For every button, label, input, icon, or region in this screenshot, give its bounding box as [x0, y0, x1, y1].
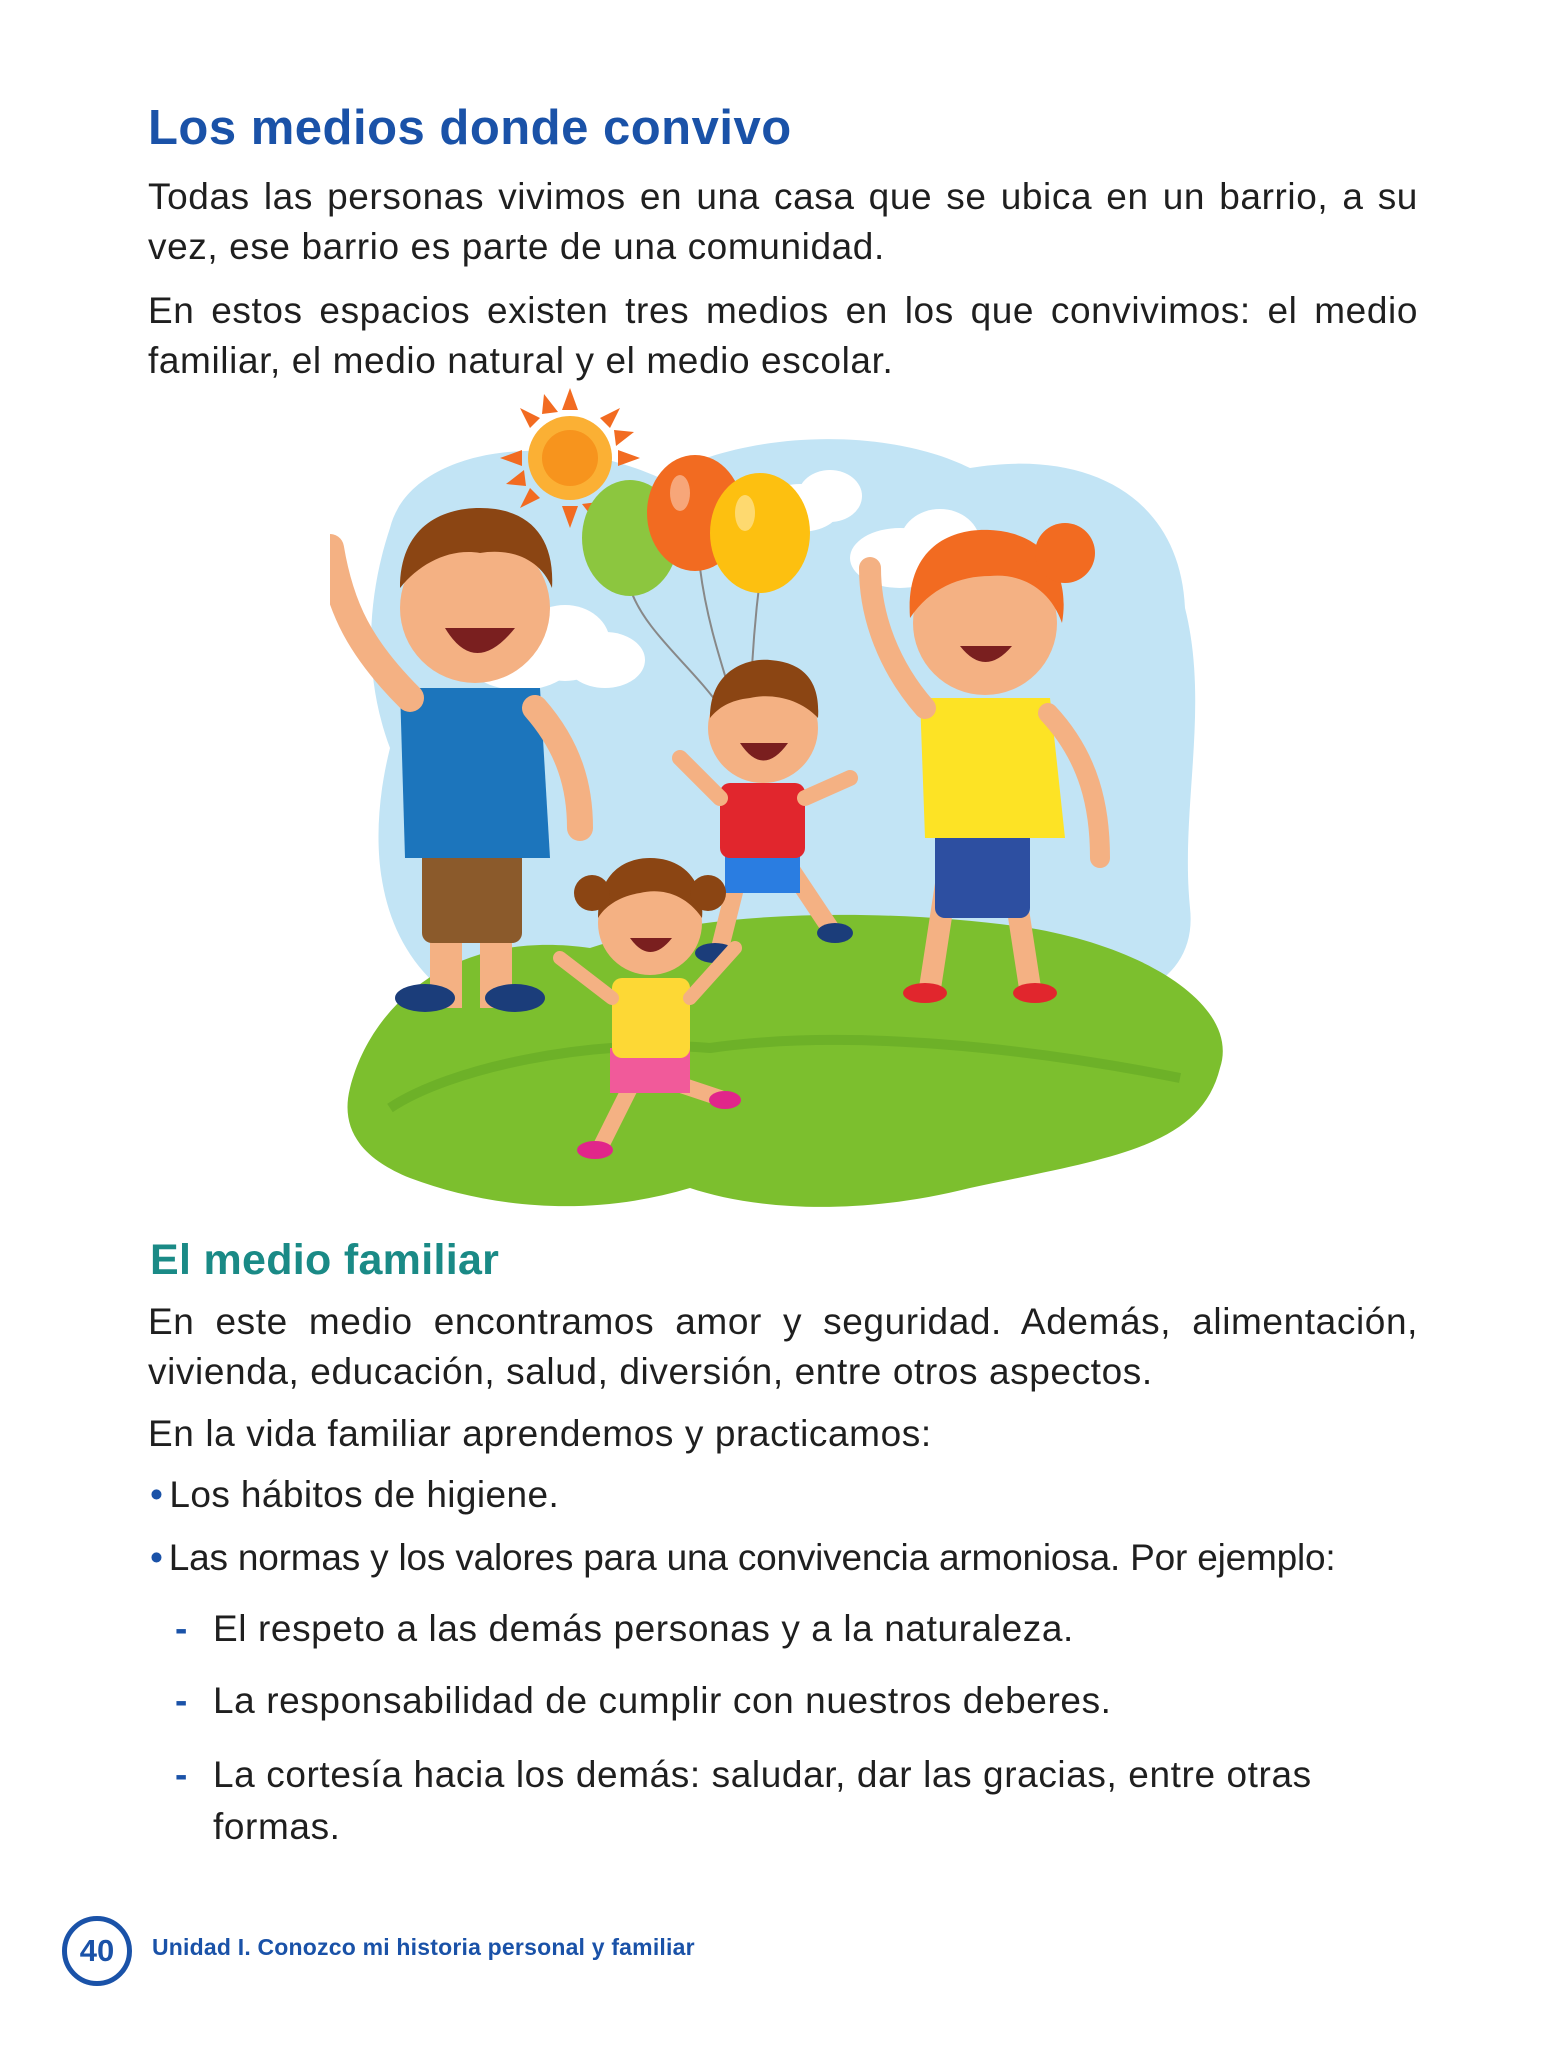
- family-park-illustration: [330, 388, 1230, 1228]
- section-title: Los medios donde convivo: [148, 101, 792, 155]
- sub-item: [175, 1603, 1420, 1655]
- bullet-marker: •: [150, 1474, 164, 1515]
- bullet-item: [150, 1533, 1420, 1583]
- sub-item: [175, 1675, 1420, 1727]
- page-number: 40: [62, 1916, 132, 1986]
- family-paragraph-1: En este medio encontramos amor y seguridad. Además, alimentación, vivienda, educación, salud, diversión, entre otros aspectos.: [148, 1301, 1418, 1392]
- intro-paragraph-2: En estos espacios existen tres medios en los que convivimos: el medio familiar, el medio natural y el medio escolar.: [148, 290, 1418, 381]
- dash-marker: -: [175, 1608, 188, 1649]
- sub-item-text: La cortesía hacia los demás: saludar, dar las gracias, entre otras formas.: [213, 1754, 1312, 1847]
- dash-marker: -: [175, 1680, 188, 1721]
- family-paragraph-2: En la vida familiar aprendemos y practicamos:: [148, 1413, 932, 1454]
- subsection-title: El medio familiar: [150, 1236, 500, 1284]
- bullet-text: Las normas y los valores para una convivencia armoniosa. Por ejemplo:: [168, 1537, 1336, 1578]
- intro-paragraph-1: Todas las personas vivimos en una casa que se ubica en un barrio, a su vez, ese barrio es parte de una comunidad.: [148, 176, 1418, 267]
- bullet-item: [150, 1470, 1420, 1520]
- sub-item-text: El respeto a las demás personas y a la naturaleza.: [213, 1608, 1074, 1649]
- bullet-marker: •: [150, 1537, 163, 1578]
- dash-marker: -: [175, 1754, 188, 1795]
- bullet-text: Los hábitos de higiene.: [169, 1474, 560, 1515]
- footer-unit-title: Unidad I. Conozco mi historia personal y familiar: [152, 1934, 695, 1960]
- sub-item: [175, 1749, 1420, 1853]
- sub-item-text: La responsabilidad de cumplir con nuestros deberes.: [213, 1680, 1112, 1721]
